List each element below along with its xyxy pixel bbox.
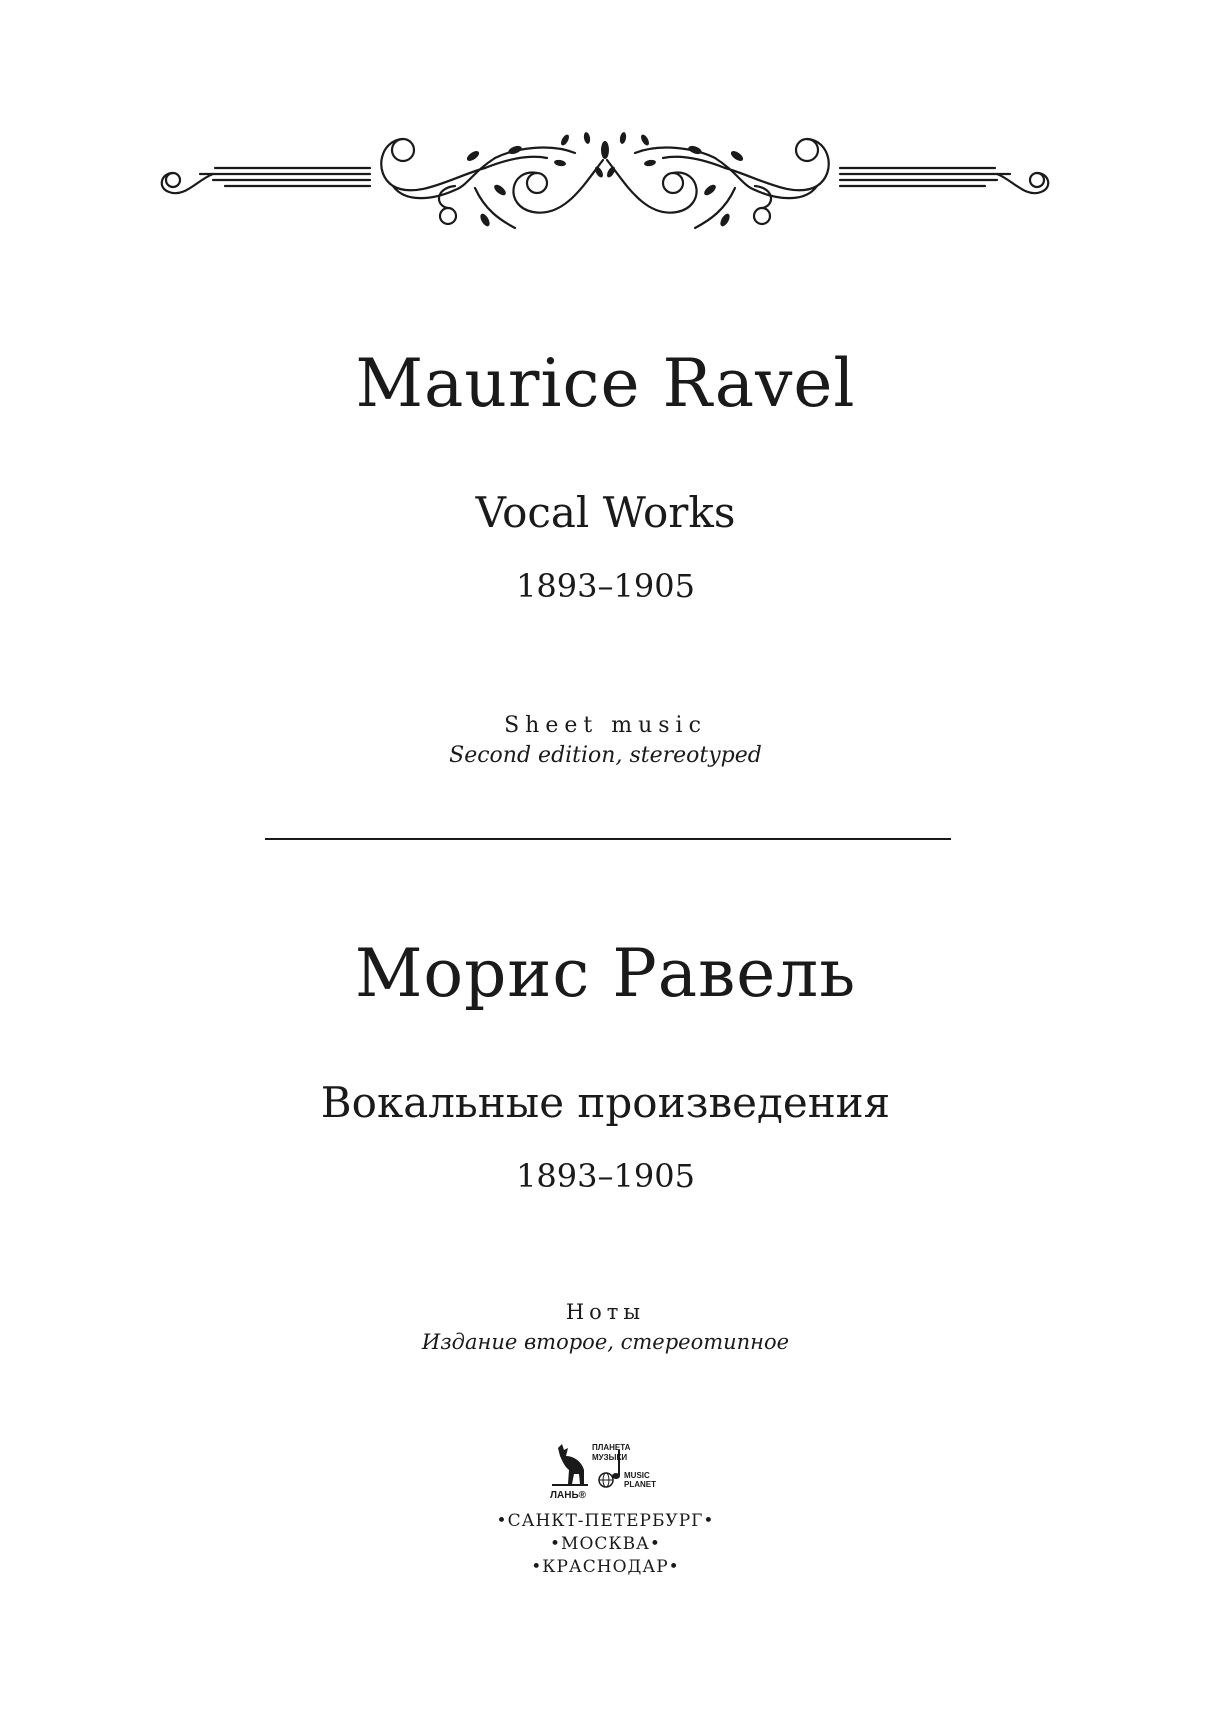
city-saint-petersburg: •САНКТ-ПЕТЕРБУРГ•	[496, 1511, 715, 1531]
publisher-logo-icon	[548, 1440, 668, 1505]
logo-text-lan: ЛАНЬ®	[550, 1490, 587, 1501]
logo-text-planeta: ПЛАНЕТА	[592, 1443, 631, 1452]
edition-note-russian: Издание второе, стереотипное	[421, 1330, 790, 1354]
publication-kind-russian: Ноты	[565, 1300, 646, 1324]
edition-note-english: Second edition, stereotyped	[449, 743, 762, 768]
logo-text-music: MUSIC	[624, 1471, 650, 1480]
city-krasnodar: •КРАСНОДАР•	[531, 1557, 680, 1577]
years-russian: 1893–1905	[516, 1157, 695, 1195]
composer-name-english: Maurice Ravel	[355, 345, 856, 422]
publication-kind-english: Sheet music	[504, 713, 707, 738]
divider-rule	[265, 838, 951, 840]
city-moscow: •МОСКВА•	[550, 1534, 661, 1554]
years-english: 1893–1905	[516, 567, 695, 605]
work-title-english: Vocal Works	[475, 488, 736, 537]
logo-text-muzyki: МУЗЫКИ	[592, 1453, 628, 1462]
floral-ornament-icon	[155, 128, 1055, 238]
logo-text-planet: PLANET	[624, 1480, 656, 1489]
work-title-russian: Вокальные произведения	[320, 1078, 891, 1127]
composer-name-russian: Морис Равель	[354, 935, 857, 1012]
